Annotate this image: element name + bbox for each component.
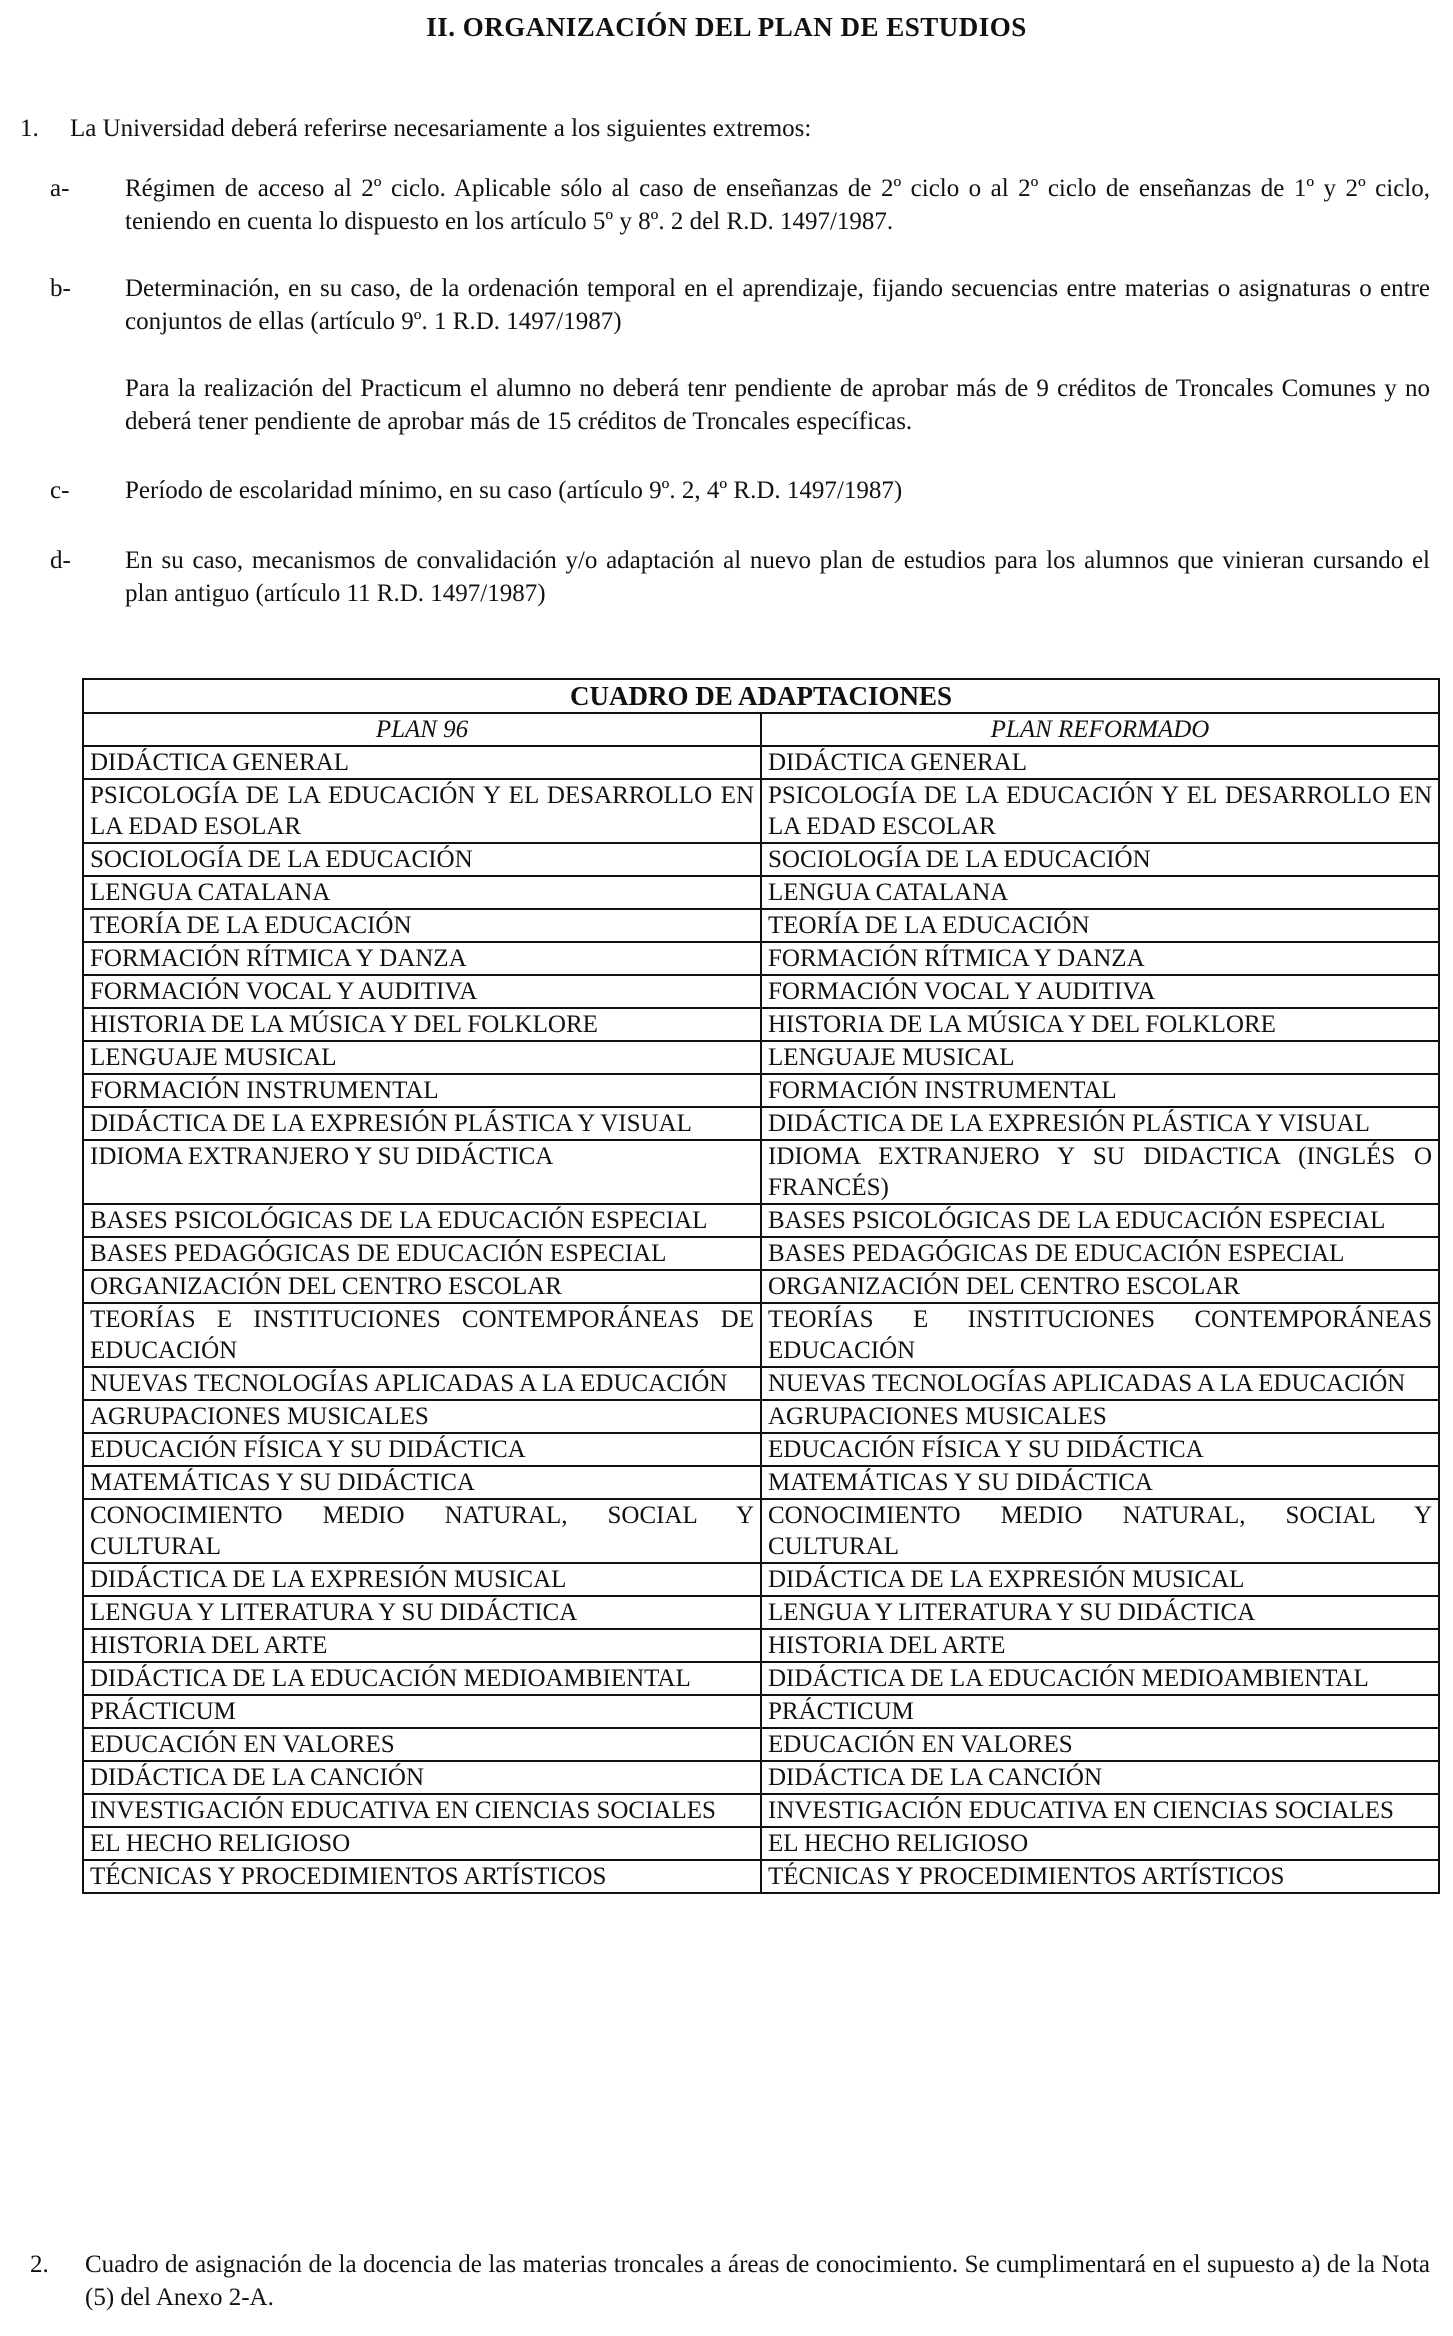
cell-plan-reformado: SOCIOLOGÍA DE LA EDUCACIÓN [761,843,1439,876]
table-row [83,1140,1439,1204]
table-row [83,1695,1439,1728]
cell-plan-reformado: EL HECHO RELIGIOSO [761,1827,1439,1860]
cell-plan-96: HISTORIA DEL ARTE [83,1629,761,1662]
cell-plan-reformado: BASES PSICOLÓGICAS DE LA EDUCACIÓN ESPECIAL [761,1204,1439,1237]
cell-plan-96: DIDÁCTICA DE LA EDUCACIÓN MEDIOAMBIENTAL [83,1662,761,1695]
cell-plan-96: DIDÁCTICA GENERAL [83,746,761,779]
table-row [83,1794,1439,1827]
cell-plan-96: EL HECHO RELIGIOSO [83,1827,761,1860]
cell-plan-reformado: LENGUA CATALANA [761,876,1439,909]
cell-plan-reformado: HISTORIA DEL ARTE [761,1629,1439,1662]
cell-plan-96: DIDÁCTICA DE LA CANCIÓN [83,1761,761,1794]
adaptations-table [82,678,1440,1894]
table-row [83,1466,1439,1499]
cell-plan-96: MATEMÁTICAS Y SU DIDÁCTICA [83,1466,761,1499]
item-b-label: b- [50,275,71,302]
table-row [83,1400,1439,1433]
table-row [83,1074,1439,1107]
cell-plan-reformado: NUEVAS TECNOLOGÍAS APLICADAS A LA EDUCACIÓN [761,1367,1439,1400]
section-2-number: 2. [30,2251,49,2278]
table-row [83,1596,1439,1629]
table-row [83,746,1439,779]
cell-plan-96: HISTORIA DE LA MÚSICA Y DEL FOLKLORE [83,1008,761,1041]
table-row [83,1008,1439,1041]
column-header-plan-reformado: PLAN REFORMADO [761,713,1439,746]
cell-plan-96: BASES PEDAGÓGICAS DE EDUCACIÓN ESPECIAL [83,1237,761,1270]
cell-plan-96: SOCIOLOGÍA DE LA EDUCACIÓN [83,843,761,876]
cell-plan-96: CONOCIMIENTO MEDIO NATURAL, SOCIAL Y CULTURAL [83,1499,761,1563]
cell-plan-96: DIDÁCTICA DE LA EXPRESIÓN MUSICAL [83,1563,761,1596]
cell-plan-reformado: EDUCACIÓN EN VALORES [761,1728,1439,1761]
item-b-text: Determinación, en su caso, de la ordenación temporal en el aprendizaje, fijando secuencias entre materias o asignaturas o entre conjuntos de ellas (artículo 9º. 1 R.D. 1497/1987) [125,275,1430,335]
cell-plan-96: BASES PSICOLÓGICAS DE LA EDUCACIÓN ESPECIAL [83,1204,761,1237]
item-a-label: a- [50,175,70,202]
table-row [83,942,1439,975]
cell-plan-reformado: DIDÁCTICA DE LA EXPRESIÓN MUSICAL [761,1563,1439,1596]
cell-plan-96: INVESTIGACIÓN EDUCATIVA EN CIENCIAS SOCIALES [83,1794,761,1827]
cell-plan-reformado: CONOCIMIENTO MEDIO NATURAL, SOCIAL Y CULTURAL [761,1499,1439,1563]
cell-plan-reformado: MATEMÁTICAS Y SU DIDÁCTICA [761,1466,1439,1499]
cell-plan-96: ORGANIZACIÓN DEL CENTRO ESCOLAR [83,1270,761,1303]
cell-plan-96: EDUCACIÓN EN VALORES [83,1728,761,1761]
section-2-text: Cuadro de asignación de la docencia de las materias troncales a áreas de conocimiento. Se cumplimentará en el supuesto a) de la Nota (5) del Anexo 2-A. [85,2251,1430,2311]
cell-plan-reformado: FORMACIÓN RÍTMICA Y DANZA [761,942,1439,975]
table-row [83,1860,1439,1893]
table-row [83,843,1439,876]
item-d-label: d- [50,547,71,574]
cell-plan-reformado: DIDÁCTICA DE LA CANCIÓN [761,1761,1439,1794]
item-a-text: Régimen de acceso al 2º ciclo. Aplicable sólo al caso de enseñanzas de 2º ciclo o al 2º ciclo de enseñanzas de 1º y 2º ciclo, teniendo en cuenta lo dispuesto en los artículo 5º y 8º. 2 del R.D. 1497/1987. [125,175,1430,235]
section-1-text: La Universidad deberá referirse necesariamente a los siguientes extremos: [70,115,812,142]
cell-plan-96: FORMACIÓN INSTRUMENTAL [83,1074,761,1107]
table-row [83,1041,1439,1074]
cell-plan-reformado: TEORÍA DE LA EDUCACIÓN [761,909,1439,942]
table-body [83,746,1439,1893]
item-b-note: Para la realización del Practicum el alumno no deberá tenr pendiente de aprobar más de 9 créditos de Troncales Comunes y no deberá tener pendiente de aprobar más de 15 créditos de Troncales específicas. [125,375,1430,435]
table-row [83,909,1439,942]
cell-plan-96: IDIOMA EXTRANJERO Y SU DIDÁCTICA [83,1140,761,1204]
table-row [83,1303,1439,1367]
cell-plan-96: NUEVAS TECNOLOGÍAS APLICADAS A LA EDUCACIÓN [83,1367,761,1400]
table-title: CUADRO DE ADAPTACIONES [83,679,1439,713]
cell-plan-reformado: DIDÁCTICA DE LA EXPRESIÓN PLÁSTICA Y VISUAL [761,1107,1439,1140]
table-row [83,1499,1439,1563]
cell-plan-reformado: EDUCACIÓN FÍSICA Y SU DIDÁCTICA [761,1433,1439,1466]
cell-plan-reformado: FORMACIÓN VOCAL Y AUDITIVA [761,975,1439,1008]
cell-plan-96: FORMACIÓN VOCAL Y AUDITIVA [83,975,761,1008]
cell-plan-reformado: TÉCNICAS Y PROCEDIMIENTOS ARTÍSTICOS [761,1860,1439,1893]
table-row [83,1237,1439,1270]
cell-plan-96: AGRUPACIONES MUSICALES [83,1400,761,1433]
cell-plan-reformado: PRÁCTICUM [761,1695,1439,1728]
table-row [83,1433,1439,1466]
cell-plan-96: PSICOLOGÍA DE LA EDUCACIÓN Y EL DESARROLLO EN LA EDAD ESOLAR [83,779,761,843]
table-row [83,1367,1439,1400]
item-c-label: c- [50,477,70,504]
cell-plan-reformado: ORGANIZACIÓN DEL CENTRO ESCOLAR [761,1270,1439,1303]
item-d [50,544,1430,610]
cell-plan-96: EDUCACIÓN FÍSICA Y SU DIDÁCTICA [83,1433,761,1466]
table-row [83,1204,1439,1237]
cell-plan-96: PRÁCTICUM [83,1695,761,1728]
table-row [83,876,1439,909]
cell-plan-reformado: LENGUAJE MUSICAL [761,1041,1439,1074]
cell-plan-96: TEORÍA DE LA EDUCACIÓN [83,909,761,942]
cell-plan-reformado: INVESTIGACIÓN EDUCATIVA EN CIENCIAS SOCIALES [761,1794,1439,1827]
item-b [50,272,1430,338]
table-row [83,975,1439,1008]
item-c [50,474,1430,507]
table-row [83,1728,1439,1761]
table-row [83,1827,1439,1860]
cell-plan-96: TÉCNICAS Y PROCEDIMIENTOS ARTÍSTICOS [83,1860,761,1893]
item-c-text: Período de escolaridad mínimo, en su caso (artículo 9º. 2, 4º R.D. 1497/1987) [125,477,903,504]
section-2 [30,2248,1430,2314]
cell-plan-96: LENGUAJE MUSICAL [83,1041,761,1074]
table-row [83,1629,1439,1662]
cell-plan-reformado: DIDÁCTICA DE LA EDUCACIÓN MEDIOAMBIENTAL [761,1662,1439,1695]
cell-plan-reformado: FORMACIÓN INSTRUMENTAL [761,1074,1439,1107]
cell-plan-96: LENGUA Y LITERATURA Y SU DIDÁCTICA [83,1596,761,1629]
cell-plan-96: LENGUA CATALANA [83,876,761,909]
cell-plan-reformado: AGRUPACIONES MUSICALES [761,1400,1439,1433]
table-row [83,1270,1439,1303]
cell-plan-reformado: IDIOMA EXTRANJERO Y SU DIDACTICA (INGLÉS O FRANCÉS) [761,1140,1439,1204]
cell-plan-reformado: LENGUA Y LITERATURA Y SU DIDÁCTICA [761,1596,1439,1629]
cell-plan-96: TEORÍAS E INSTITUCIONES CONTEMPORÁNEAS DE EDUCACIÓN [83,1303,761,1367]
page-title: II. ORGANIZACIÓN DEL PLAN DE ESTUDIOS [426,12,1027,42]
cell-plan-96: DIDÁCTICA DE LA EXPRESIÓN PLÁSTICA Y VISUAL [83,1107,761,1140]
cell-plan-reformado: PSICOLOGÍA DE LA EDUCACIÓN Y EL DESARROLLO EN LA EDAD ESCOLAR [761,779,1439,843]
cell-plan-reformado: BASES PEDAGÓGICAS DE EDUCACIÓN ESPECIAL [761,1237,1439,1270]
cell-plan-reformado: DIDÁCTICA GENERAL [761,746,1439,779]
column-header-plan-96: PLAN 96 [83,713,761,746]
section-1-number: 1. [20,115,39,142]
table-row [83,1761,1439,1794]
cell-plan-reformado: HISTORIA DE LA MÚSICA Y DEL FOLKLORE [761,1008,1439,1041]
item-a [50,172,1430,238]
cell-plan-reformado: TEORÍAS E INSTITUCIONES CONTEMPORÁNEAS EDUCACIÓN [761,1303,1439,1367]
table-row [83,1563,1439,1596]
table-row [83,779,1439,843]
item-d-text: En su caso, mecanismos de convalidación y/o adaptación al nuevo plan de estudios para los alumnos que vinieran cursando el plan antiguo (artículo 11 R.D. 1497/1987) [125,547,1430,607]
cell-plan-96: FORMACIÓN RÍTMICA Y DANZA [83,942,761,975]
table-row [83,1107,1439,1140]
table-row [83,1662,1439,1695]
